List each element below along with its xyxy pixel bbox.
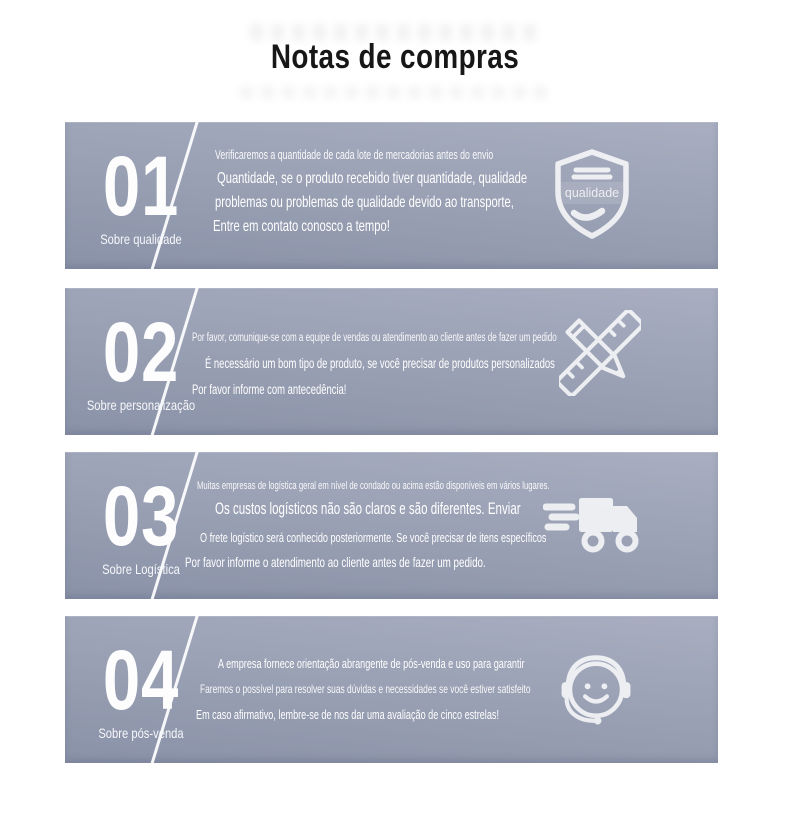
section-title: Sobre Logística <box>102 561 180 577</box>
shield-quality-icon <box>548 146 636 242</box>
shield-label: qualidade <box>564 186 620 200</box>
watermark-ghost-bottom <box>240 86 550 99</box>
note-line: Por favor informe o atendimento ao cliente antes de fazer um pedido. <box>185 554 486 570</box>
note-line: Os custos logísticos não são claros e são diferentes. Enviar <box>215 500 521 518</box>
note-line: Por favor, comunique-se com a equipe de vendas ou atendimento ao cliente antes de fazer um pedido <box>192 332 557 344</box>
section-number: 04 <box>102 633 180 727</box>
note-line: problemas ou problemas de qualidade devido ao transporte, <box>215 194 514 211</box>
note-line: A empresa fornece orientação abrangente de pós-venda e uso para garantir <box>218 656 525 671</box>
note-line: É necessário um bom tipo de produto, se você precisar de produtos personalizados <box>205 356 555 371</box>
note-line: Em caso afirmativo, lembre-se de nos dar uma avaliação de cinco estrelas! <box>196 707 499 722</box>
note-line: Muitas empresas de logística geral em nível de condado ou acima estão disponíveis em vários lugares. <box>197 480 550 492</box>
section-title: Sobre qualidade <box>100 231 182 247</box>
page-title: Notas de compras <box>270 38 520 76</box>
note-line: Faremos o possível para resolver suas dúvidas e necessidades se você estiver satisfeito <box>200 682 531 696</box>
section-index-block <box>65 122 217 247</box>
note-line: Quantidade, se o produto recebido tiver quantidade, qualidade <box>217 170 528 187</box>
section-quality <box>65 122 718 269</box>
section-index-block <box>65 616 217 741</box>
section-number: 01 <box>102 139 180 233</box>
section-customization <box>65 288 718 435</box>
section-title: Sobre personalização <box>86 397 196 413</box>
section-number: 03 <box>102 469 180 563</box>
headset-smiley-icon <box>553 646 639 730</box>
section-logistics <box>65 452 718 599</box>
section-title: Sobre pós-venda <box>98 725 184 741</box>
section-number: 02 <box>102 305 180 399</box>
pencil-ruler-icon <box>559 310 641 396</box>
note-line: Entre em contato conosco a tempo! <box>213 218 390 235</box>
note-line: Verificaremos a quantidade de cada lote de mercadorias antes do envio <box>215 148 494 162</box>
delivery-truck-icon <box>543 492 643 556</box>
section-after-sales <box>65 616 718 763</box>
note-line: O frete logístico será conhecido posteriormente. Se você precisar de itens específicos <box>200 530 547 545</box>
note-line: Por favor informe com antecedência! <box>192 382 347 397</box>
